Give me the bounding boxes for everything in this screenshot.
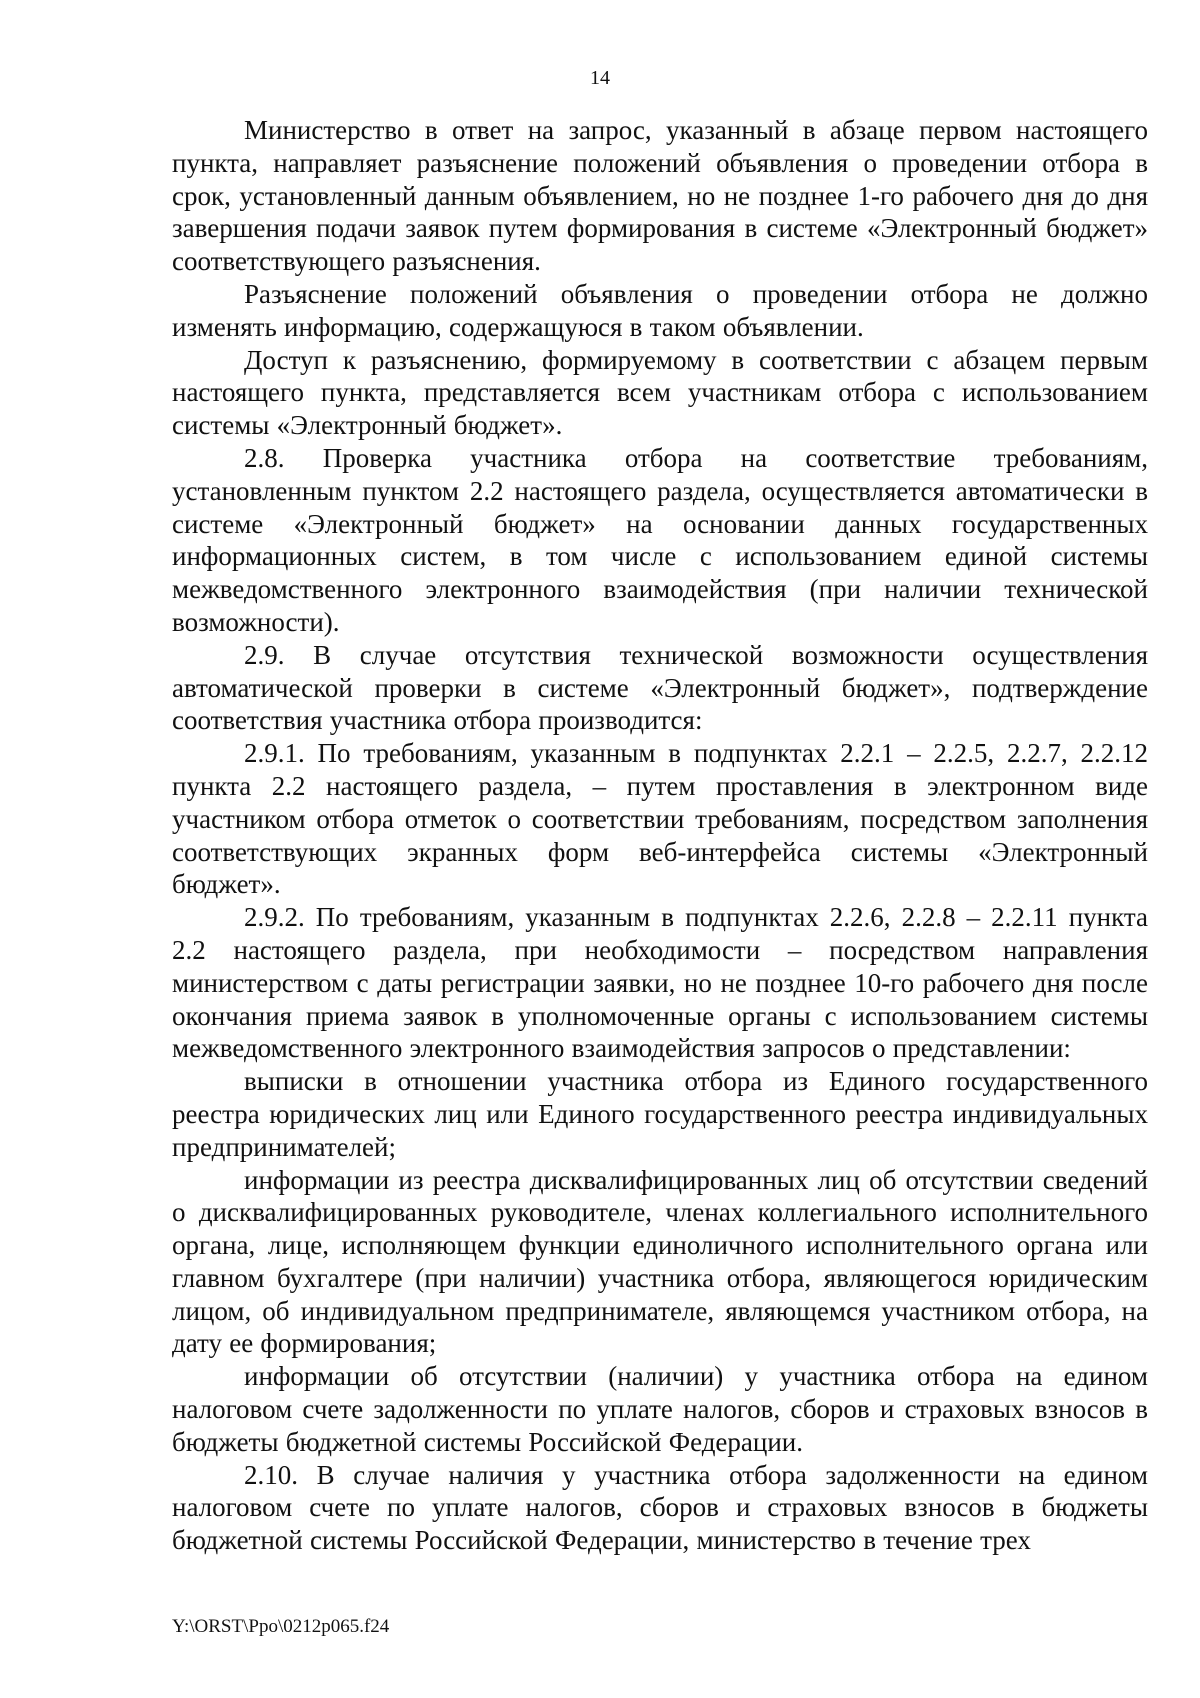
paragraph-item-2-10: 2.10. В случае наличия у участника отбора задолженности на едином налоговом счете по уплате налогов, сборов и страховых взносов в бюджеты бюджетной системы Российской Федерации, министерство в течение трех: [172, 1459, 1148, 1556]
list-item: информации из реестра дисквалифицированных лиц об отсутствии сведений о дисквалифицированных руководителе, членах коллегиального исполнительного органа, лице, исполняющем функции единоличного исполнительного органа или главном бухгалтере (при наличии) участника отбора, являющегося юридическим лицом, об индивидуальном предпринимателе, являющемся участником отбора, на дату ее формирования;: [172, 1164, 1148, 1359]
footer-file-path: Y:\ORST\Ppo\0212p065.f24: [172, 1616, 390, 1637]
page-number: 14: [590, 67, 610, 89]
paragraph-item-2-9-2: 2.9.2. По требованиям, указанным в подпунктах 2.2.6, 2.2.8 – 2.2.11 пункта 2.2 настоящего раздела, при необходимости – посредством направления министерством с даты регистрации заявки, но не позднее 10-го рабочего дня после окончания приема заявок в уполномоченные органы с использованием системы межведомственного электронного взаимодействия запросов о представлении:: [172, 902, 1148, 1064]
paragraph-item-2-9: 2.9. В случае отсутствия технической возможности осуществления автоматической проверки в системе «Электронный бюджет», подтверждение соответствия участника отбора производится:: [172, 639, 1148, 736]
paragraph-item-2-8: 2.8. Проверка участника отбора на соответствие требованиям, установленным пунктом 2.2 настоящего раздела, осуществляется автоматически в системе «Электронный бюджет» на основании данных государственных информационных систем, в том числе с использованием единой системы межведомственного электронного взаимодействия (при наличии технической возможности).: [172, 442, 1148, 637]
list-item: выписки в отношении участника отбора из Единого государственного реестра юридических лиц или Единого государственного реестра индивидуальных предпринимателей;: [172, 1066, 1148, 1162]
paragraph: Доступ к разъяснению, формируемому в соответствии с абзацем первым настоящего пункта, представляется всем участникам отбора с использованием системы «Электронный бюджет».: [172, 344, 1148, 441]
paragraph: Министерство в ответ на запрос, указанный в абзаце первом настоящего пункта, направляет разъяснение положений объявления о проведении отбора в срок, установленный данным объявлением, но не позднее 1-го рабочего дня до дня завершения подачи заявок путем формирования в системе «Электронный бюджет» соответствующего разъяснения.: [172, 115, 1148, 277]
paragraph-item-2-9-1: 2.9.1. По требованиям, указанным в подпунктах 2.2.1 – 2.2.5, 2.2.7, 2.2.12 пункта 2.2 настоящего раздела, – путем проставления в электронном виде участником отбора отметок о соответствии требованиям, посредством заполнения соответствующих экранных форм веб-интерфейса системы «Электронный бюджет».: [172, 738, 1148, 900]
paragraph: Разъяснение положений объявления о проведении отбора не должно изменять информацию, содержащуюся в таком объявлении.: [172, 278, 1148, 342]
list-item: информации об отсутствии (наличии) у участника отбора на едином налоговом счете задолженности по уплате налогов, сборов и страховых взносов в бюджеты бюджетной системы Российской Федерации.: [172, 1361, 1148, 1457]
document-body: [172, 114, 1148, 1557]
